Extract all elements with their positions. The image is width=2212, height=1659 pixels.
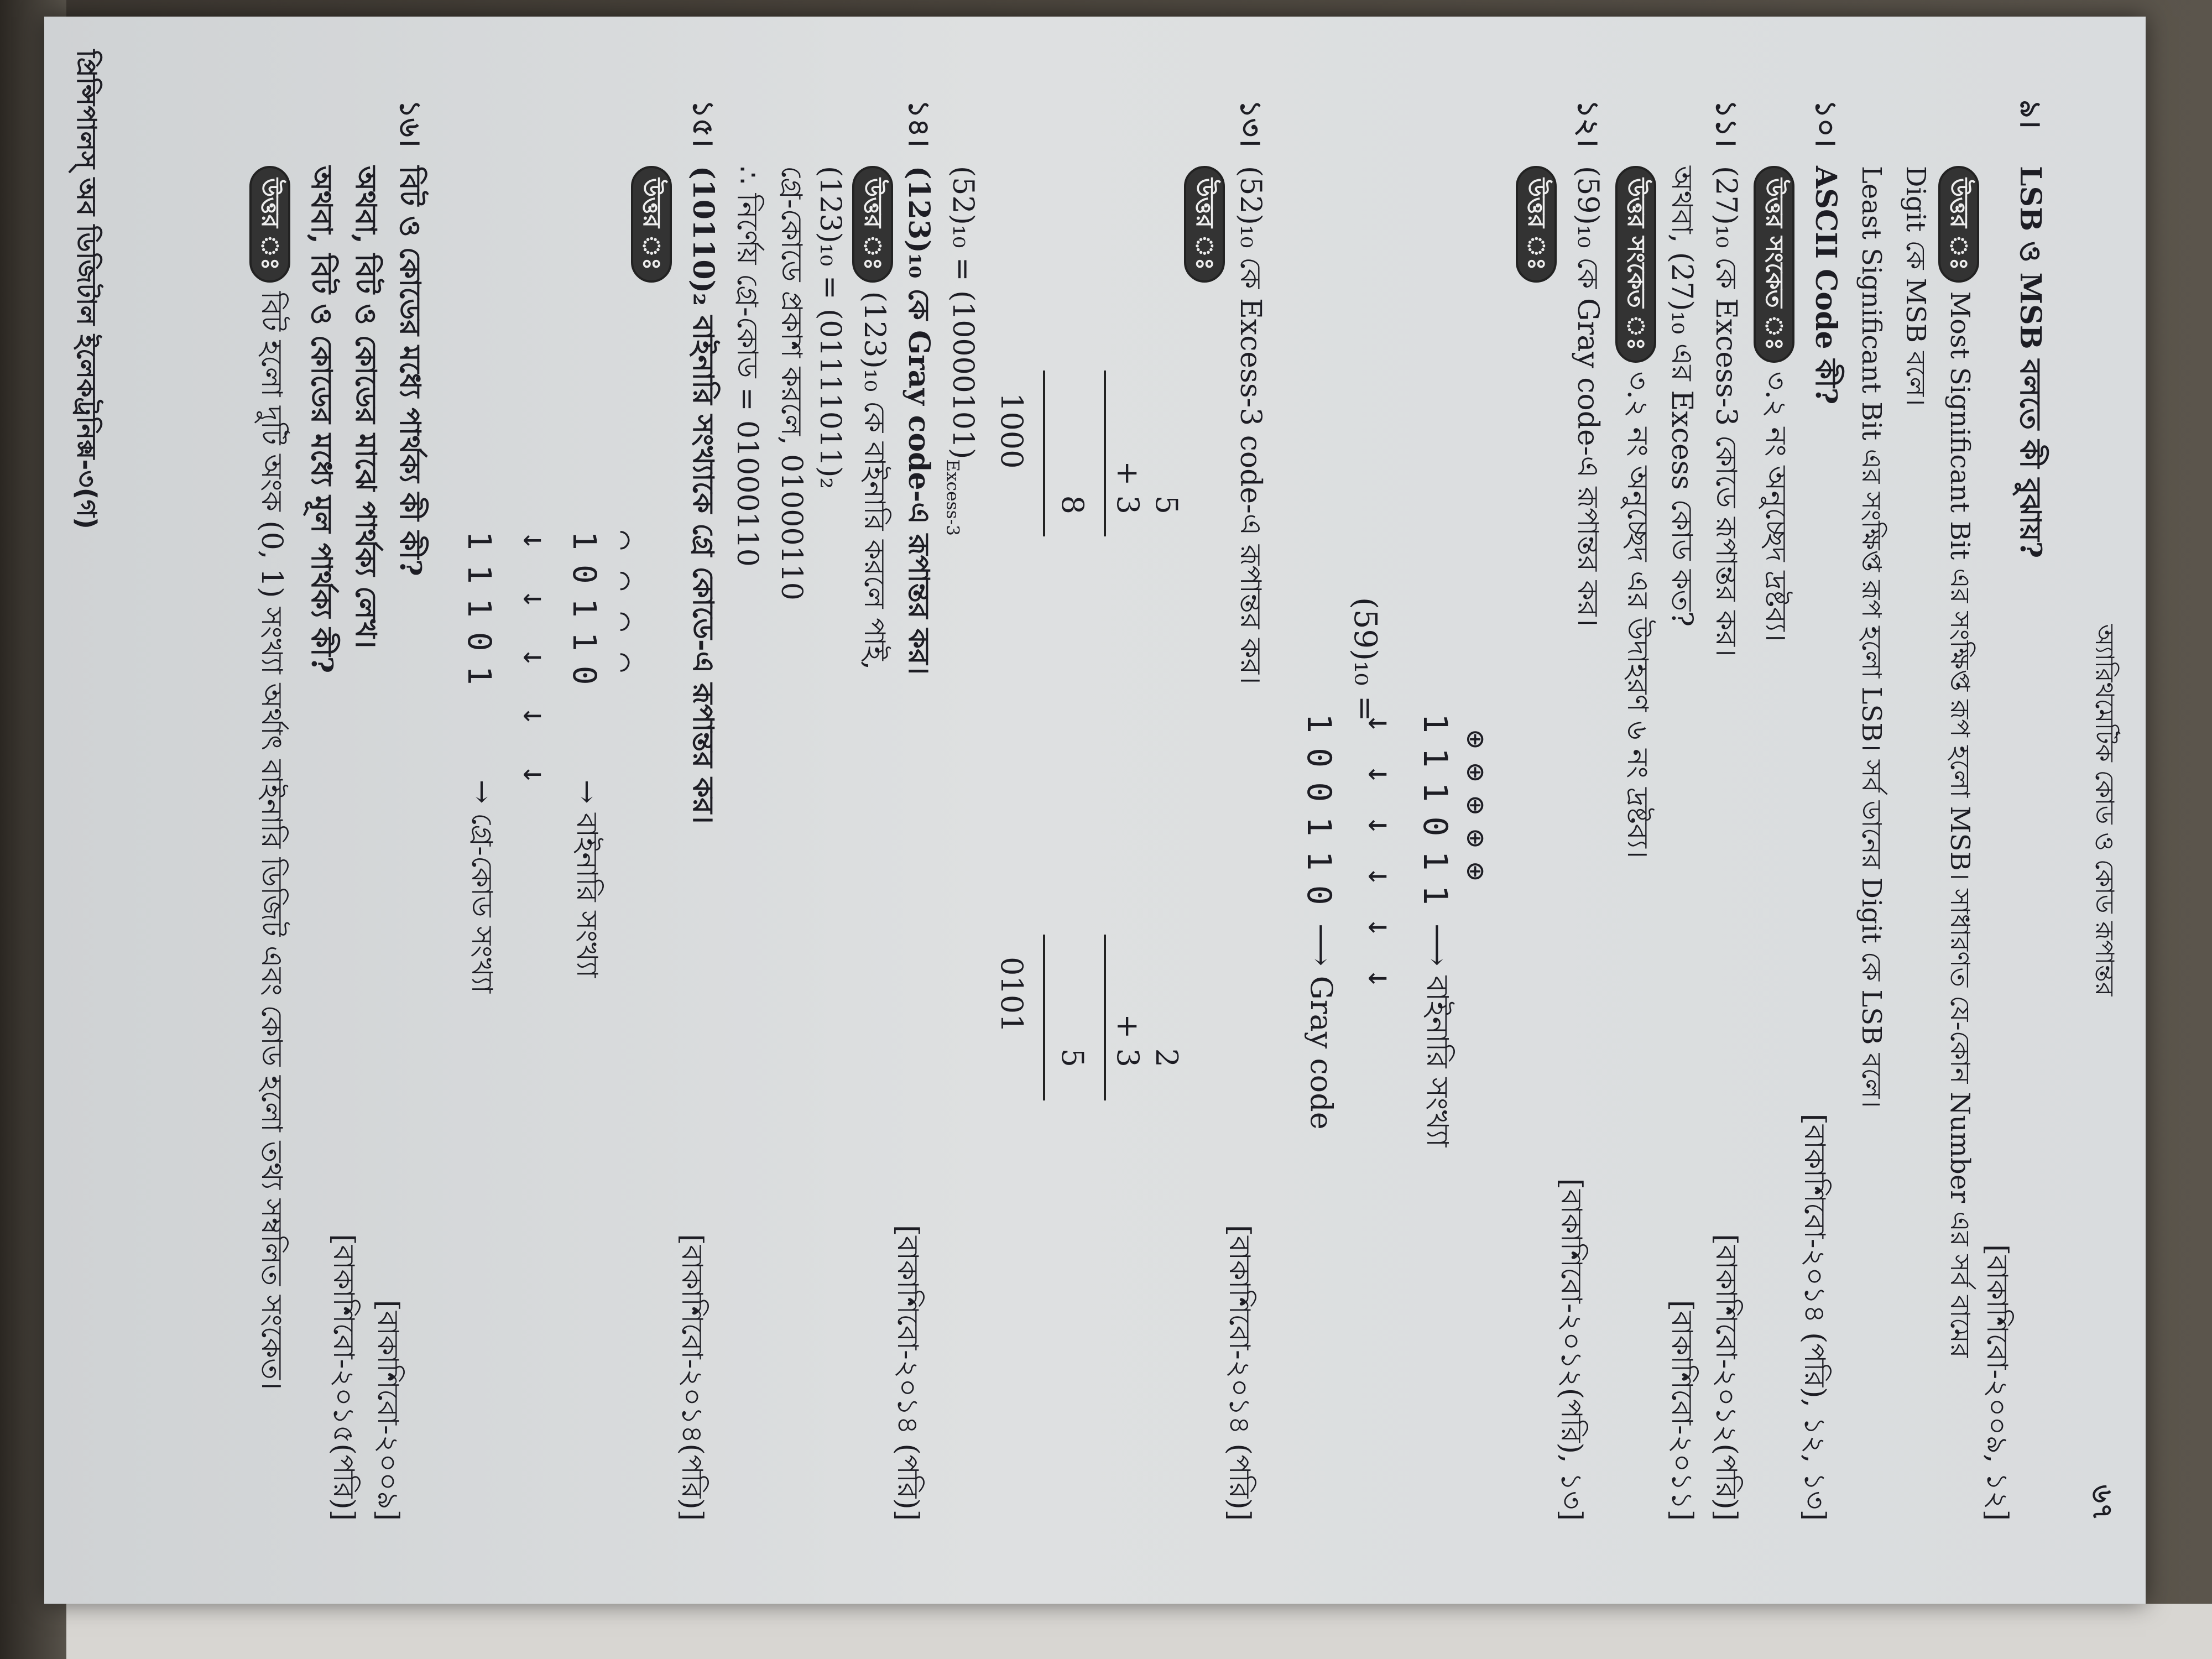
q12-gray-row [1294, 713, 1344, 920]
q15-binary-bit-3: 1 [566, 632, 603, 651]
q15-binary-bit-1: 0 [566, 564, 603, 584]
q14-answer-line4: ∴ নির্ণেয় গ্রে-কোড = 01000110 [731, 166, 764, 567]
hint-badge: উত্তর সংকেত ঃ [1615, 166, 1656, 363]
q13-number: ১৩। [1234, 100, 1267, 148]
answer-badge: উত্তর ঃ [1184, 166, 1225, 283]
q13-col1-sum: 8 [1055, 495, 1090, 514]
q16-alt2: অথবা, বিট ও কোডের মধ্যে মূল পার্থক্য কী? [305, 166, 338, 674]
q12-question: (59)₁₀ কে Gray code-এ রূপান্তর কর। [1571, 166, 1604, 627]
q14-number: ১৪। [902, 100, 936, 148]
q14-answer-line3: গ্রে-কোডে প্রকাশ করলে, 01000110 [775, 166, 808, 601]
q11-number: ১১। [1709, 100, 1743, 148]
q12-binary-label: ⟶ বাইনারি সংখ্যা [1420, 924, 1455, 1147]
q13-answer [1184, 166, 1228, 1521]
q13-col1-add: + 3 [1110, 461, 1145, 514]
q16-alt1: অথবা, বিট ও কোডের মাঝে পার্থক্য লেখ। [349, 166, 383, 649]
q12-source: [বাকাশিবো-২০১২(পরি), ১৩] [1554, 1178, 1588, 1521]
q15-gray-bit-4: 1 [461, 665, 498, 685]
q9-answer-line1: উত্তর ঃMost Significant Bit এর সংক্ষিপ্ত রূপ হলো MSB। সাধারণত যে-কোন Number এর সর্ব বামের [1938, 166, 1980, 1521]
q12-binary-row [1410, 713, 1460, 920]
q15-binary-bit-2: 1 [566, 598, 603, 618]
q15-binary-bit-4: 0 [566, 665, 603, 685]
answer-badge: উত্তর ঃ [852, 166, 893, 283]
q9-number: ৯। [2013, 100, 2047, 129]
q15-xor-arcs: ⌒⌒⌒⌒ [606, 531, 642, 694]
q12-down-arrows: ↓ ↓ ↓ ↓ ↓ ↓ [1360, 713, 1399, 994]
q15-binary-bit-0: 1 [566, 531, 603, 550]
answer-badge: উত্তর ঃ [1938, 166, 1979, 283]
book-page [44, 17, 2146, 1604]
q12-gray-bit-5: 0 [1300, 885, 1338, 905]
chapter-header: অ্যারিথমেটিক কোড ও কোড রূপান্তর [2090, 624, 2120, 997]
q15-question: (10110)₂ বাইনারি সংখ্যাকে গ্রে কোডে-এ রূপান্তর কর। [686, 166, 720, 824]
q10-number: ১০। [1809, 100, 1843, 148]
q15-answer [631, 166, 675, 1521]
q12-binary-bit-1: 1 [1416, 748, 1454, 768]
q15-gray-bit-0: 1 [461, 531, 498, 550]
page-number: ৬৭ [2086, 1484, 2119, 1521]
q16-number: ১৬। [393, 100, 427, 148]
q11-source: [বাকাশিবো-২০১২(পরি)] [1709, 1234, 1743, 1521]
q13-col1-binary: 1000 [994, 393, 1029, 469]
q15-gray-bit-3: 0 [461, 632, 498, 651]
q9-question: LSB ও MSB বলতে কী বুঝায়? [2013, 166, 2047, 559]
q12-binary-bit-2: 1 [1416, 782, 1454, 802]
q10-question: ASCII Code কী? [1809, 166, 1843, 405]
q12-gray-bit-3: 1 [1300, 816, 1338, 837]
q15-gray-bit-2: 1 [461, 598, 498, 618]
q9-answer-line3: Least Significant Bit এর সংক্ষিপ্ত রূপ হলো LSB। সর্ব ডানের Digit কে LSB বলে। [1856, 166, 1887, 1108]
book-footer-title: প্রিন্সিপালস্ অব ডিজিটাল ইলেকট্রনিক্স-৩(গ) [71, 50, 102, 529]
q13-col1-rule [1104, 371, 1106, 536]
answer-badge: উত্তর ঃ [1516, 166, 1557, 283]
q9-answer-line2: Digit কে MSB বলে। [1900, 166, 1931, 406]
q13-col1-digit: 5 [1149, 495, 1184, 514]
q13-col2-binary: 0101 [994, 957, 1029, 1033]
q13-col2-digit: 2 [1149, 1048, 1184, 1067]
q14-answer-line1: উত্তর ঃ(123)₁₀ কে বাইনারি করলে পাই, [852, 166, 896, 1521]
q12-number: ১২। [1571, 100, 1605, 148]
q13-source: [বাকাশিবো-২০১৪ (পরি)] [1223, 1224, 1256, 1521]
q15-gray-label: → গ্রে-কোড সংখ্যা [465, 780, 498, 994]
q15-gray-bit-1: 1 [461, 564, 498, 584]
q10-hint: উত্তর সংকেত ঃ৩.২ নং অনুচ্ছেদ দ্রষ্টব্য। [1754, 166, 1797, 1521]
answer-badge: উত্তর ঃ [249, 166, 290, 283]
q11-alt: অথবা, (27)₁₀ এর Excess কোড কত? [1665, 166, 1698, 627]
q9-source: [বাকাশিবো-২০০৯, ১২] [1980, 1244, 2013, 1521]
q15-down-arrows: ↓ ↓ ↓ ↓ ↓ [516, 531, 554, 795]
q12-gray-label: ⟶ Gray code [1304, 924, 1339, 1130]
q13-question: (52)₁₀ কে Excess-3 code-এ রূপান্তর কর। [1234, 166, 1267, 685]
q13-col2-rule [1104, 935, 1106, 1100]
q13-col2-rule2 [1043, 935, 1045, 1100]
q15-gray-row [455, 531, 503, 700]
q11-question: (27)₁₀ কে Excess-3 কোডে রূপান্তর কর। [1709, 166, 1743, 657]
q12-gray-bit-0: 1 [1300, 713, 1338, 734]
q13-col2-sum: 5 [1055, 1048, 1090, 1067]
hint-badge: উত্তর সংকেত ঃ [1754, 166, 1794, 363]
q14-question: (123)₁₀ কে Gray code-এ রূপান্তর কর। [902, 166, 936, 675]
q12-gray-bit-1: 0 [1300, 748, 1338, 768]
q12-binary-bit-4: 1 [1416, 851, 1454, 871]
table-surface [0, 1604, 2212, 1659]
q12-binary-bit-3: 0 [1416, 816, 1454, 837]
q14-answer-line2: (123)₁₀ = (01111011)₂ [813, 166, 847, 489]
q15-source: [বাকাশিবো-২০১৪(পরি)] [675, 1234, 708, 1521]
q13-col2-add: + 3 [1110, 1014, 1145, 1067]
q13-col1-rule2 [1043, 371, 1045, 536]
q15-binary-label: → বাইনারি সংখ্যা [570, 780, 603, 978]
q16-source: [বাকাশিবো-২০০৯] [371, 1300, 404, 1521]
q10-source: [বাকাশিবো-২০১৪ (পরি), ১২, ১৩] [1798, 1113, 1831, 1521]
q12-binary-bit-5: 1 [1416, 885, 1454, 905]
q12-gray-bit-4: 1 [1300, 851, 1338, 871]
q15-number: ১৫। [686, 100, 720, 148]
q12-binary-bit-0: 1 [1416, 713, 1454, 734]
q16-answer: উত্তর ঃবিট হলো দুটি অংক (0, 1) সংখ্যা অর্থাৎ বাইনারি ডিজিট এবং কোড হলো তথ্য সম্বলিত সংকেত। [249, 166, 293, 1521]
q12-gray-bit-2: 0 [1300, 782, 1338, 802]
q15-binary-row [560, 531, 608, 700]
q16-question: বিট ও কোডের মধ্যে পার্থক্য কী কী? [393, 166, 427, 576]
q11-hint: উত্তর সংকেত ঃ৩.২ নং অনুচ্ছেদ এর উদাহরণ ৬ নং দ্রষ্টব্য। [1615, 166, 1659, 1521]
q13-result: $(52)_{10} = (10000101)_{Excess-3}$ [942, 166, 979, 536]
q11-alt-source: [বাকাশিবো-২০১১] [1665, 1300, 1698, 1521]
q14-source: [বাকাশিবো-২০১৪ (পরি)] [891, 1224, 924, 1521]
q12-answer [1516, 166, 1559, 1521]
q12-xor-marks: ⊕⊕⊕⊕⊕ [1458, 730, 1494, 895]
q12-lhs: (59)₁₀ = [1347, 597, 1383, 722]
answer-badge: উত্তর ঃ [631, 166, 672, 283]
q16-alt2-source: [বাকাশিবো-২০১৫(পরি)] [327, 1234, 360, 1521]
